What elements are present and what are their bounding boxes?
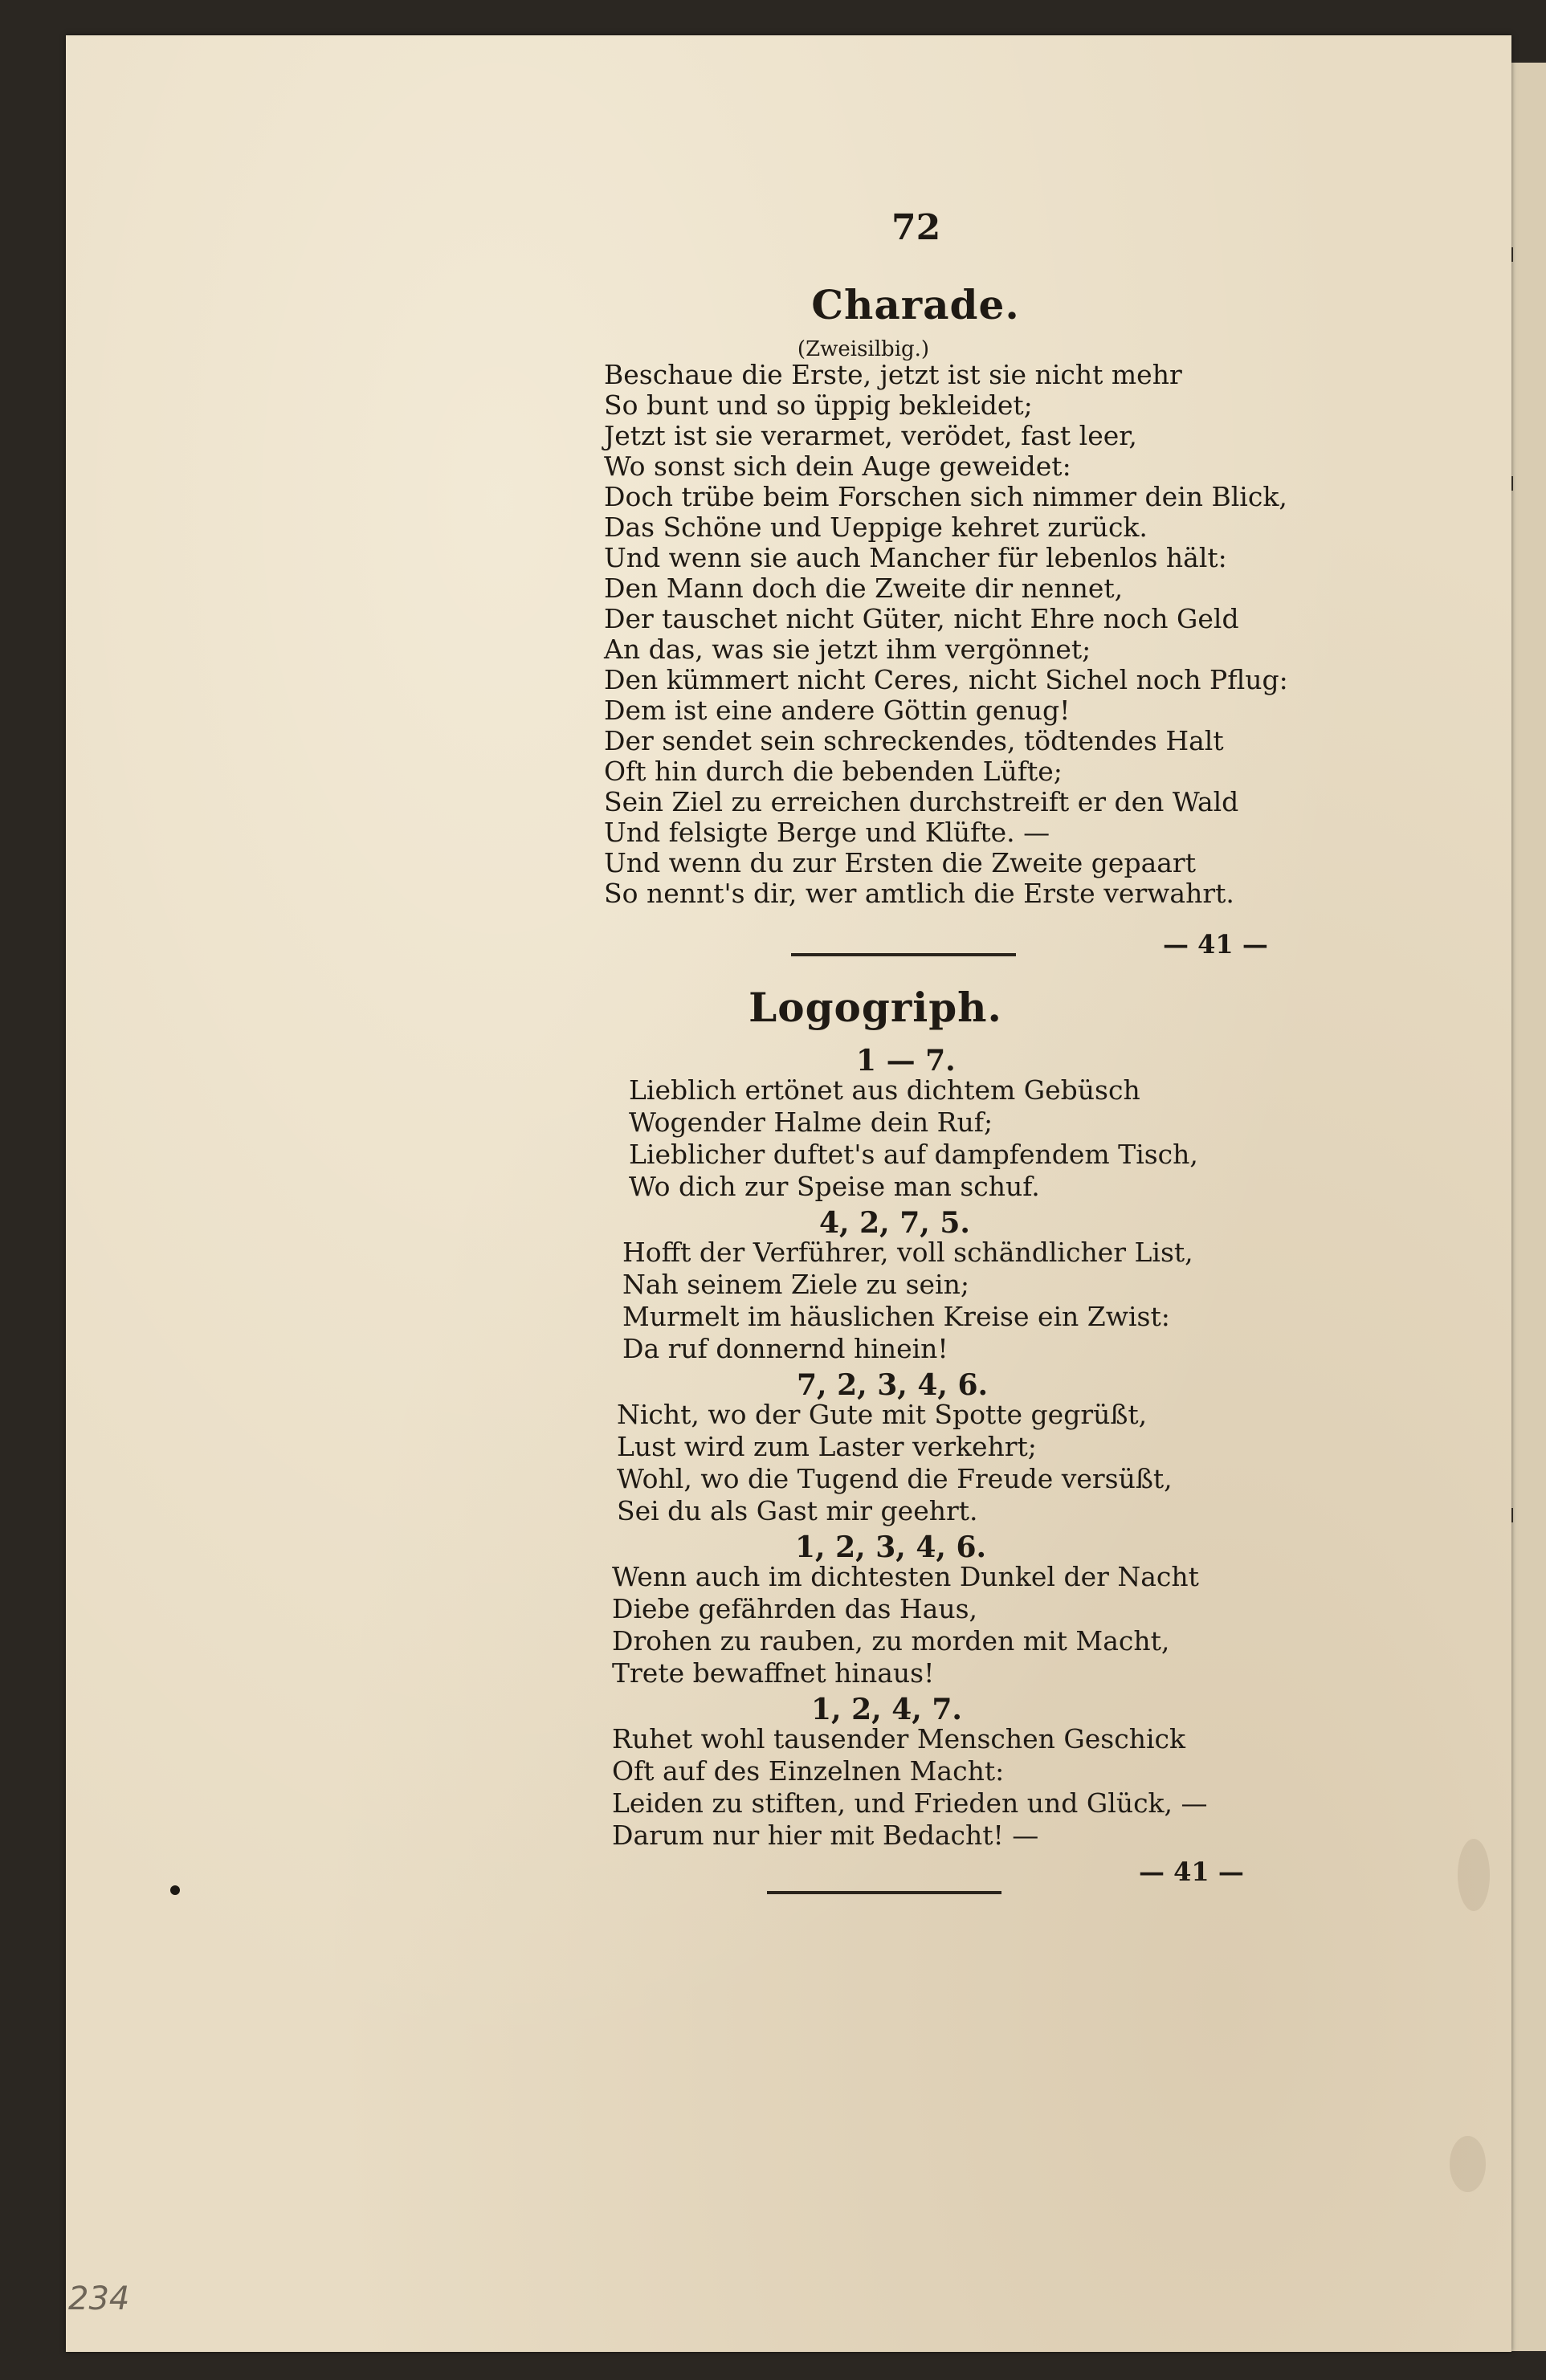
poem-line: Drohen zu rauben, zu morden mit Macht, xyxy=(612,1625,1170,1657)
poem-line: Jetzt ist sie verarmet, verödet, fast leer, xyxy=(604,420,1137,451)
poem-line: Darum nur hier mit Bedacht! — xyxy=(612,1820,1039,1851)
paper-stain xyxy=(1450,2136,1486,2192)
poem-line: Wenn auch im dichtesten Dunkel der Nacht xyxy=(612,1561,1199,1592)
logogriph-stanza xyxy=(612,1561,1199,1689)
stanza-heading: 1, 2, 4, 7. xyxy=(811,1693,962,1726)
poem-line: Den Mann doch die Zweite dir nennet, xyxy=(604,573,1124,604)
charade-solution-number: — 41 — xyxy=(1163,929,1268,960)
stanza-heading: 4, 2, 7, 5. xyxy=(819,1206,970,1240)
poem-line: Beschaue die Erste, jetzt ist sie nicht mehr xyxy=(604,359,1182,390)
charade-title: Charade. xyxy=(811,281,1020,328)
handwritten-catalog-number: 234 xyxy=(68,2280,130,2317)
poem-line: Oft hin durch die bebenden Lüfte; xyxy=(604,756,1063,787)
poem-line: Lieblich ertönet aus dichtem Gebüsch xyxy=(629,1074,1140,1106)
poem-line: Doch trübe beim Forschen sich nimmer dein Blick, xyxy=(604,481,1287,512)
stanza-heading: 1, 2, 3, 4, 6. xyxy=(795,1530,987,1564)
poem-line: Und wenn du zur Ersten die Zweite gepaart xyxy=(604,847,1196,878)
stanza-heading: 7, 2, 3, 4, 6. xyxy=(797,1368,989,1402)
poem-line: Sein Ziel zu erreichen durchstreift er den Wald xyxy=(604,786,1239,817)
poem-line: Diebe gefährden das Haus, xyxy=(612,1593,978,1624)
logogriph-title: Logogriph. xyxy=(749,984,1002,1031)
poem-line: Sei du als Gast mir geehrt. xyxy=(617,1495,978,1526)
section-divider xyxy=(767,1891,1001,1894)
poem-line: Und wenn sie auch Mancher für lebenlos hält: xyxy=(604,542,1227,573)
poem-line: Nah seinem Ziele zu sein; xyxy=(622,1269,969,1300)
logogriph-solution-number: — 41 — xyxy=(1139,1856,1244,1887)
poem-line: Nicht, wo der Gute mit Spotte gegrüßt, xyxy=(617,1399,1148,1430)
poem-line: Wogender Halme dein Ruf; xyxy=(629,1106,993,1138)
poem-line: Lust wird zum Laster verkehrt; xyxy=(617,1431,1037,1462)
poem-line: Wo dich zur Speise man schuf. xyxy=(629,1171,1040,1202)
logogriph-stanza xyxy=(617,1399,1173,1527)
poem-line: Und felsigte Berge und Klüfte. — xyxy=(604,817,1050,848)
page-number: 72 xyxy=(891,207,941,248)
charade-poem xyxy=(604,360,1288,909)
section-divider xyxy=(791,953,1016,956)
poem-line: Hofft der Verführer, voll schändlicher List, xyxy=(622,1237,1193,1268)
stanza-heading: 1 — 7. xyxy=(856,1044,956,1078)
logogriph-stanza xyxy=(629,1074,1198,1203)
poem-line: Wohl, wo die Tugend die Freude versüßt, xyxy=(617,1463,1173,1494)
logogriph-stanza xyxy=(612,1723,1208,1852)
logogriph-stanza xyxy=(622,1237,1193,1365)
poem-line: Oft auf des Einzelnen Macht: xyxy=(612,1755,1005,1787)
poem-line: Das Schöne und Ueppige kehret zurück. xyxy=(604,511,1148,543)
poem-line: Der sendet sein schreckendes, tödtendes Halt xyxy=(604,725,1224,756)
poem-line: Lieblicher duftet's auf dampfendem Tisch, xyxy=(629,1139,1198,1170)
poem-line: So bunt und so üppig bekleidet; xyxy=(604,389,1033,421)
poem-line: Da ruf donnernd hinein! xyxy=(622,1333,948,1364)
poem-line: Den kümmert nicht Ceres, nicht Sichel noch Pflug: xyxy=(604,664,1288,695)
charade-subtitle: (Zweisilbig.) xyxy=(797,337,930,361)
poem-line: So nennt's dir, wer amtlich die Erste verwahrt. xyxy=(604,878,1234,909)
poem-line: Wo sonst sich dein Auge geweidet: xyxy=(604,450,1071,482)
poem-line: Murmelt im häuslichen Kreise ein Zwist: xyxy=(622,1301,1170,1332)
ink-spot xyxy=(170,1885,180,1895)
poem-line: Ruhet wohl tausender Menschen Geschick xyxy=(612,1723,1185,1754)
poem-line: Leiden zu stiften, und Frieden und Glück, — xyxy=(612,1787,1208,1819)
poem-line: Trete bewaffnet hinaus! xyxy=(612,1657,935,1689)
poem-line: Dem ist eine andere Göttin genug! xyxy=(604,695,1071,726)
paper-stain xyxy=(1458,1839,1490,1911)
poem-line: An das, was sie jetzt ihm vergönnet; xyxy=(604,634,1091,665)
poem-line: Der tauschet nicht Güter, nicht Ehre noch Geld xyxy=(604,603,1239,634)
